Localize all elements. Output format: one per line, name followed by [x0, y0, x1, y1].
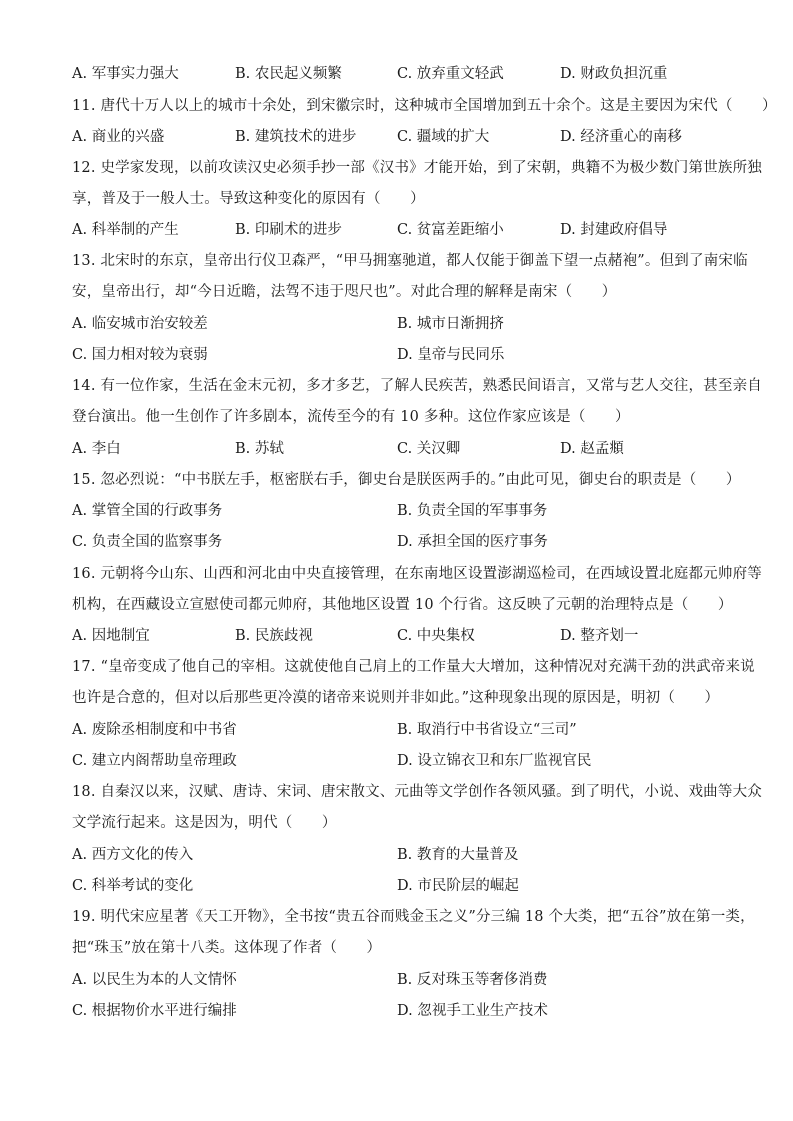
- q10-option-b[interactable]: B. 农民起义频繁: [235, 66, 342, 82]
- q17-stem-line2: 也许是合意的，但对以后那些更冷漠的诸帝来说则并非如此。”这种现象出现的原因是，明初（ ）: [72, 690, 720, 706]
- q19-stem-line2: 把“珠玉”放在第十八类。这体现了作者（ ）: [72, 940, 382, 956]
- q12-option-d[interactable]: D. 封建政府倡导: [560, 222, 668, 238]
- q17-option-b[interactable]: B. 取消行中书省设立“三司”: [397, 722, 577, 738]
- q17-option-d[interactable]: D. 设立锦衣卫和东厂监视官民: [397, 753, 592, 769]
- q16-option-d[interactable]: D. 整齐划一: [560, 628, 639, 644]
- q14-option-c[interactable]: C. 关汉卿: [397, 441, 461, 457]
- q12-stem-line1: 12. 史学家发现，以前攻读汉史必须手抄一部《汉书》才能开始，到了宋朝，典籍不为极少数门第世族所独: [72, 160, 762, 176]
- q14-stem-line2: 登台演出。他一生创作了许多剧本，流传至今的有 10 多种。这位作家应该是（ ）: [72, 409, 630, 425]
- q16-option-a[interactable]: A. 因地制宜: [72, 628, 150, 644]
- q11-stem: 11. 唐代十万人以上的城市十余处，到宋徽宗时，这种城市全国增加到五十余个。这是主要因为宋代（ ）: [72, 98, 777, 114]
- q15-option-a[interactable]: A. 掌管全国的行政事务: [72, 503, 223, 519]
- q16-stem-line2: 机构，在西藏设立宣慰使司都元帅府，其他地区设置 10 个行省。这反映了元朝的治理特点是（ ）: [72, 597, 733, 613]
- q12-option-c[interactable]: C. 贫富差距缩小: [397, 222, 504, 238]
- q15-option-d[interactable]: D. 承担全国的医疗事务: [397, 534, 548, 550]
- q14-stem-line1: 14. 有一位作家，生活在金末元初，多才多艺，了解人民疾苦，熟悉民间语言，又常与艺人交往，甚至亲自: [72, 378, 762, 394]
- q18-option-c[interactable]: C. 科举考试的变化: [72, 878, 194, 894]
- q13-stem-line2: 安，皇帝出行，却“今日近瞻，法驾不违于咫尺也”。对此合理的解释是南宋（ ）: [72, 284, 617, 300]
- q16-option-b[interactable]: B. 民族歧视: [235, 628, 313, 644]
- q10-option-c[interactable]: C. 放弃重文轻武: [397, 66, 504, 82]
- q15-option-c[interactable]: C. 负责全国的监察事务: [72, 534, 223, 550]
- q18-option-d[interactable]: D. 市民阶层的崛起: [397, 878, 519, 894]
- q19-option-a[interactable]: A. 以民生为本的人文情怀: [72, 972, 237, 988]
- q12-option-b[interactable]: B. 印刷术的进步: [235, 222, 342, 238]
- q13-stem-line1: 13. 北宋时的东京，皇帝出行仪卫森严，“甲马拥塞驰道，都人仅能于御盖下望一点赭袍”。但到了南宋临: [72, 253, 748, 269]
- q18-option-a[interactable]: A. 西方文化的传入: [72, 847, 194, 863]
- q19-option-b[interactable]: B. 反对珠玉等奢侈消费: [397, 972, 548, 988]
- q16-stem-line1: 16. 元朝将今山东、山西和河北由中央直接管理，在东南地区设置澎湖巡检司，在西域设置北庭都元帅府等: [72, 566, 762, 582]
- q16-option-c[interactable]: C. 中央集权: [397, 628, 475, 644]
- q12-option-a[interactable]: A. 科举制的产生: [72, 222, 179, 238]
- q11-option-b[interactable]: B. 建筑技术的进步: [235, 129, 357, 145]
- q11-option-a[interactable]: A. 商业的兴盛: [72, 129, 165, 145]
- q15-stem: 15. 忽必烈说：“中书朕左手，枢密朕右手，御史台是朕医两手的。”由此可见，御史台的职责是（ ）: [72, 472, 741, 488]
- q17-option-a[interactable]: A. 废除丞相制度和中书省: [72, 722, 237, 738]
- q11-option-c[interactable]: C. 疆域的扩大: [397, 129, 490, 145]
- q10-option-a[interactable]: A. 军事实力强大: [72, 66, 179, 82]
- q10-option-d[interactable]: D. 财政负担沉重: [560, 66, 668, 82]
- q14-option-d[interactable]: D. 赵孟頫: [560, 441, 624, 457]
- q13-option-d[interactable]: D. 皇帝与民同乐: [397, 347, 505, 363]
- q17-stem-line1: 17. “皇帝变成了他自己的宰相。这就使他自己肩上的工作量大大增加，这种情况对充满干劲的洪武帝来说: [72, 659, 755, 675]
- q11-option-d[interactable]: D. 经济重心的南移: [560, 129, 682, 145]
- q19-option-c[interactable]: C. 根据物价水平进行编排: [72, 1003, 237, 1019]
- q18-stem-line1: 18. 自秦汉以来，汉赋、唐诗、宋词、唐宋散文、元曲等文学创作各领风骚。到了明代，小说、戏曲等大众: [72, 784, 762, 800]
- q13-option-b[interactable]: B. 城市日渐拥挤: [397, 316, 504, 332]
- q14-option-a[interactable]: A. 李白: [72, 441, 121, 457]
- q17-option-c[interactable]: C. 建立内阁帮助皇帝理政: [72, 753, 237, 769]
- q12-stem-line2: 享，普及于一般人士。导致这种变化的原因有（ ）: [72, 191, 425, 207]
- q18-option-b[interactable]: B. 教育的大量普及: [397, 847, 519, 863]
- q13-option-c[interactable]: C. 国力相对较为衰弱: [72, 347, 208, 363]
- q19-stem-line1: 19. 明代宋应星著《天工开物》，全书按“贵五谷而贱金玉之义”分三编 18 个大类，把“五谷”放在第一类，: [72, 909, 755, 925]
- q14-option-b[interactable]: B. 苏轼: [235, 441, 284, 457]
- q15-option-b[interactable]: B. 负责全国的军事事务: [397, 503, 548, 519]
- q18-stem-line2: 文学流行起来。这是因为，明代（ ）: [72, 815, 337, 831]
- q13-option-a[interactable]: A. 临安城市治安较差: [72, 316, 208, 332]
- q19-option-d[interactable]: D. 忽视手工业生产技术: [397, 1003, 548, 1019]
